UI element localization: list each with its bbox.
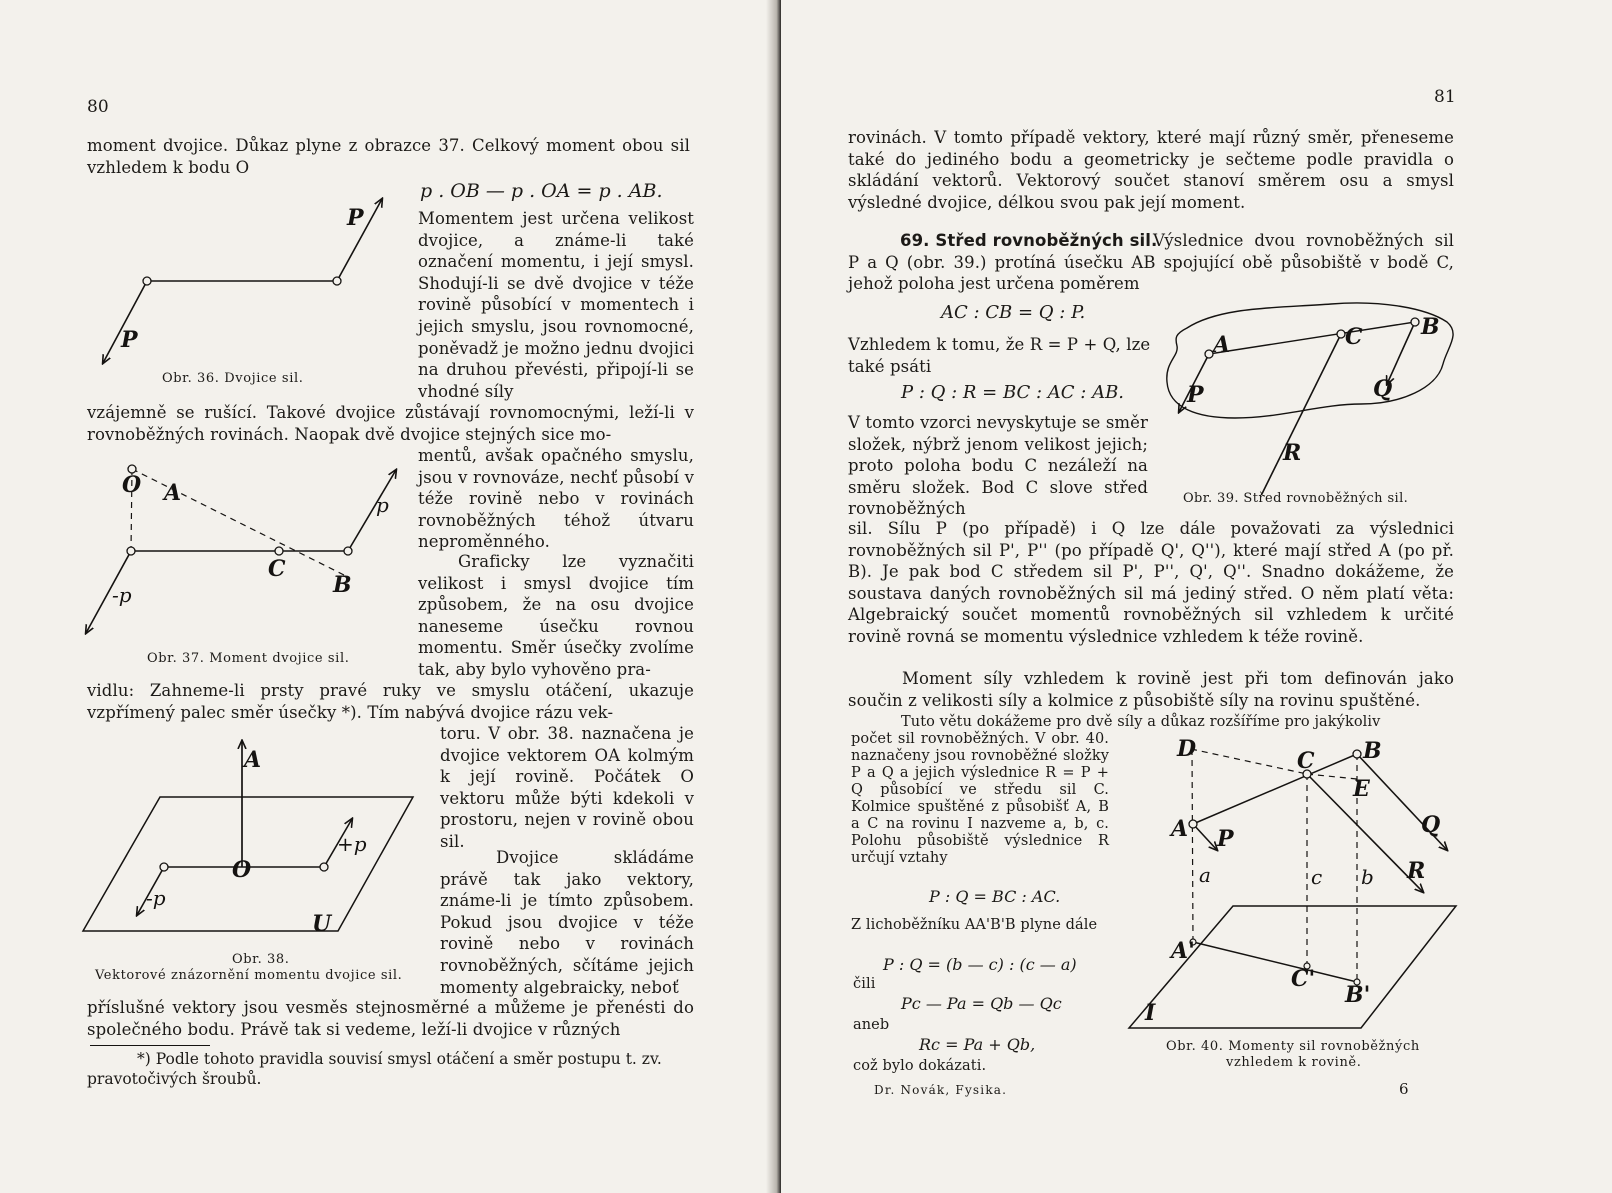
fig39-point-A — [1205, 350, 1213, 358]
right-small-text-3: Z lichoběžníku AA'B'B plyne dále — [851, 917, 1098, 933]
right-para-2: sil. Sílu P (po případě) i Q lze dále považovati za výslednici rovnoběžných sil P', P'' (po případě Q', Q''), které mají střed A (po př. B). Je pak bod C středem sil P', P'', Q', Q''. Snadno dokážeme, že soustava daných rovnoběžných sil má jediný střed. O něm platí věta: Algebraický součet momentů rovnoběžných sil vzhledem k určité rovině rovná se momentu výslednice vzhledem k téže rovině. — [848, 519, 1454, 646]
fig38-point-left — [160, 863, 168, 871]
caption-fig-40-line-2: vzhledem k rovině. — [1226, 1055, 1362, 1070]
equation-5: Pc — Pa = Qb — Qc — [901, 994, 1062, 1013]
caption-fig-36: Obr. 36. Dvojice sil. — [162, 371, 304, 386]
right-para-3: Moment síly vzhledem k rovině jest při tom definován jako součin z velikosti síly a kolmice z působiště síly na rovinu spuštěné. — [848, 669, 1454, 710]
fig40-label-A: A — [1171, 816, 1189, 842]
right-small-text-2: počet sil rovnoběžných. V obr. 40. naznačeny jsou rovnoběžné složky P a Q a jejich výslednice R = P + Q působící ve středu sil C. Kolmice spuštěné z působišť A, B a C na rovinu I nazveme a, b, c. Polohu působiště výslednice R určují vztahy — [851, 731, 1109, 866]
equation-4: P : Q = (b — c) : (c — a) — [883, 955, 1077, 974]
fig37-label-C: C — [268, 556, 286, 582]
fig36-label-P-top: P — [347, 205, 364, 231]
fig37-label-B: B — [333, 572, 352, 598]
caption-fig-39: Obr. 39. Střed rovnoběžných sil. — [1183, 491, 1409, 506]
right-small-text-6: což bylo dokázati. — [853, 1058, 987, 1074]
left-column-text-5: Dvojice skládáme právě tak jako vektory, známe-li je tímto způsobem. Pokud jsou dvojice v téže rovině nebo v rovinách rovnoběžných, sčítáme jejich momenty algebraicky, neboť — [440, 848, 694, 997]
fig40-label-C: C — [1297, 748, 1315, 774]
fig37-label-A: A — [164, 480, 182, 506]
fig40-label-E: E — [1353, 776, 1370, 802]
fig39-label-Q: Q — [1373, 376, 1393, 402]
fig36-point-left — [143, 277, 151, 285]
fig37-label-p-bottom: -p — [112, 583, 132, 607]
section-heading: 69. Střed rovnoběžných sil. — [900, 231, 1158, 250]
fig39-label-C: C — [1345, 324, 1363, 350]
right-page — [781, 0, 1612, 1193]
fig40-point-B — [1353, 750, 1361, 758]
fig40-label-Q: Q — [1421, 812, 1441, 838]
fig38-label-minus-p: -p — [146, 886, 166, 910]
fig40-dashed-a — [1192, 749, 1193, 942]
fig40-point-A — [1189, 820, 1197, 828]
fig39-force-R — [1253, 334, 1341, 495]
fig40-line-A1B1 — [1193, 942, 1357, 982]
right-column-text-a: Vzhledem k tomu, že R = P + Q, lze také psáti — [848, 335, 1151, 376]
caption-fig-40-line-1: Obr. 40. Momenty sil rovnoběžných — [1166, 1039, 1420, 1054]
page-number-right: 81 — [1434, 87, 1456, 107]
fig40-label-B: B — [1363, 738, 1382, 764]
fig38-label-U: U — [312, 911, 332, 937]
left-top-paragraph: moment dvojice. Důkaz plyne z obrazce 37. Celkový moment obou sil vzhledem k bodu O — [87, 136, 690, 177]
fig40-line-AB — [1193, 754, 1357, 824]
fig37-point-B — [344, 547, 352, 555]
fig38-label-O: O — [232, 857, 252, 883]
fig37-label-p-top: p — [376, 493, 389, 517]
equation-3: P : Q = BC : AC. — [929, 887, 1061, 906]
left-column-text-2: mentů, avšak opačného smyslu, jsou v rovnováze, nechť působí v téže rovině nebo v rovinách rovnoběžných téhož útvaru neproměnného. — [418, 446, 694, 552]
fig39-label-R: R — [1283, 440, 1302, 466]
fig40-label-D: D — [1177, 736, 1197, 762]
fig40-label-P: P — [1217, 826, 1234, 852]
fig40-dashed-CE — [1307, 774, 1357, 779]
left-bottom-paragraph: příslušné vektory jsou vesměs stejnosměrné a můžeme je přenésti do společného bodu. Právě tak si vedeme, leží-li dvojice v různých — [87, 998, 694, 1039]
fig40-force-P — [1193, 824, 1217, 850]
fig39-line-AB — [1209, 322, 1415, 354]
fig40-label-c: c — [1311, 865, 1323, 889]
left-column-text-4: toru. V obr. 38. naznačena je dvojice vektorem OA kolmým k její rovině. Počátek O vektoru může býti kdekoli v prostoru, nejen v rovině obou sil. — [440, 724, 694, 851]
right-column-text-b: V tomto vzorci nevyskytuje se směr složek, nýbrž jenom velikost jejich; proto poloha bodu C nezáleží na směru složek. Bod C slove střed rovnoběžných — [848, 413, 1148, 519]
fig38-point-right — [320, 863, 328, 871]
figure-38 — [80, 735, 425, 940]
right-small-text-5: aneb — [853, 1017, 890, 1033]
right-small-text-1: Tuto větu dokážeme pro dvě síly a důkaz rozšíříme pro jakýkoliv — [901, 714, 1381, 730]
fig39-label-B: B — [1421, 314, 1440, 340]
right-para-1: Výslednice dvou rovnoběžných sil P a Q (obr. 39.) protíná úsečku AB spojující obě působiště v bodě C, jehož poloha jest určena poměrem — [848, 231, 1454, 294]
left-page — [0, 0, 778, 1193]
fig39-force-Q — [1387, 322, 1415, 384]
fig39-point-C — [1337, 330, 1345, 338]
figure-37 — [78, 458, 408, 643]
figure-39 — [1161, 300, 1471, 495]
fig40-label-R: R — [1407, 858, 1426, 884]
fig39-label-A: A — [1213, 332, 1231, 358]
fig36-point-right — [333, 277, 341, 285]
fig40-label-a: a — [1199, 863, 1211, 887]
caption-fig-38-text: Vektorové znázornění momentu dvojice sil. — [95, 968, 403, 983]
left-wrap-text-2: vidlu: Zahneme-li prsty pravé ruky ve smyslu otáčení, ukazuje vzpřímený palec směr úsečky *). Tím nabývá dvojice rázu vek- — [87, 681, 694, 722]
fig40-label-C-prime: C' — [1291, 966, 1316, 992]
fig38-label-plus-p: +p — [337, 832, 367, 856]
equation-2: P : Q : R = BC : AC : AB. — [901, 382, 1125, 403]
fig40-label-b: b — [1361, 865, 1374, 889]
fig37-point-A — [127, 547, 135, 555]
fig40-dashed-DC — [1191, 749, 1307, 774]
equation-6: Rc = Pa + Qb, — [919, 1035, 1036, 1054]
sheet-number: 6 — [1399, 1080, 1409, 1098]
left-formula: p . OB — p . OA = p . AB. — [420, 180, 663, 202]
figure-40 — [1121, 732, 1466, 1032]
caption-fig-37: Obr. 37. Moment dvojice sil. — [147, 651, 350, 666]
left-column-text-1: Momentem jest určena velikost dvojice, a známe-li také označení momentu, i její smysl. Shodují-li se dvě dvojice v téže rovině působící v momentech i jejich smyslu, jsou rovnomocné, poněvadž je možno jednu dvojici na druhou převésti, připojí-li se vhodné síly — [418, 209, 694, 401]
fig39-label-P: P — [1187, 382, 1204, 408]
caption-fig-38-number: Obr. 38. — [232, 952, 290, 967]
fig40-label-B-prime: B' — [1345, 982, 1371, 1008]
footnote-rule — [90, 1045, 210, 1046]
fig36-label-P-bottom: P — [121, 327, 138, 353]
signature-line: Dr. Novák, Fysika. — [874, 1083, 1008, 1097]
fig37-point-C — [275, 547, 283, 555]
fig38-label-A: A — [244, 747, 262, 773]
page-number-left: 80 — [87, 97, 109, 117]
left-wrap-text-1: vzájemně se rušící. Takové dvojice zůstávají rovnomocnými, leží-li v rovnoběžných rovinách. Naopak dvě dvojice stejných sice mo- — [87, 403, 694, 444]
footnote: *) Podle tohoto pravidla souvisí smysl otáčení a směr postupu t. zv. pravotočivých šroubů. — [87, 1050, 662, 1088]
right-intro-paragraph: rovinách. V tomto případě vektory, které mají různý směr, přeneseme také do jediného bodu a geometricky je sečteme podle pravidla o skládání vektorů. Vektorový součet stanoví směrem osu a smysl výsledné dvojice, délkou svou pak její moment. — [848, 128, 1454, 212]
figure-36 — [85, 185, 405, 375]
right-small-text-4: čili — [853, 976, 876, 992]
fig37-label-O: O — [122, 472, 142, 498]
fig40-label-I: I — [1145, 1000, 1156, 1026]
left-column-text-3: Graficky lze vyznačiti velikost i smysl dvojice tím způsobem, že na osu dvojice naneseme úsečku rovnou momentu. Směr úsečky zvolíme tak, aby bylo vyhověno pra- — [418, 552, 694, 679]
fig40-label-A-prime: A' — [1171, 938, 1195, 964]
fig39-body-outline — [1167, 303, 1453, 418]
equation-1: AC : CB = Q : P. — [941, 302, 1086, 323]
fig39-point-B — [1411, 318, 1419, 326]
